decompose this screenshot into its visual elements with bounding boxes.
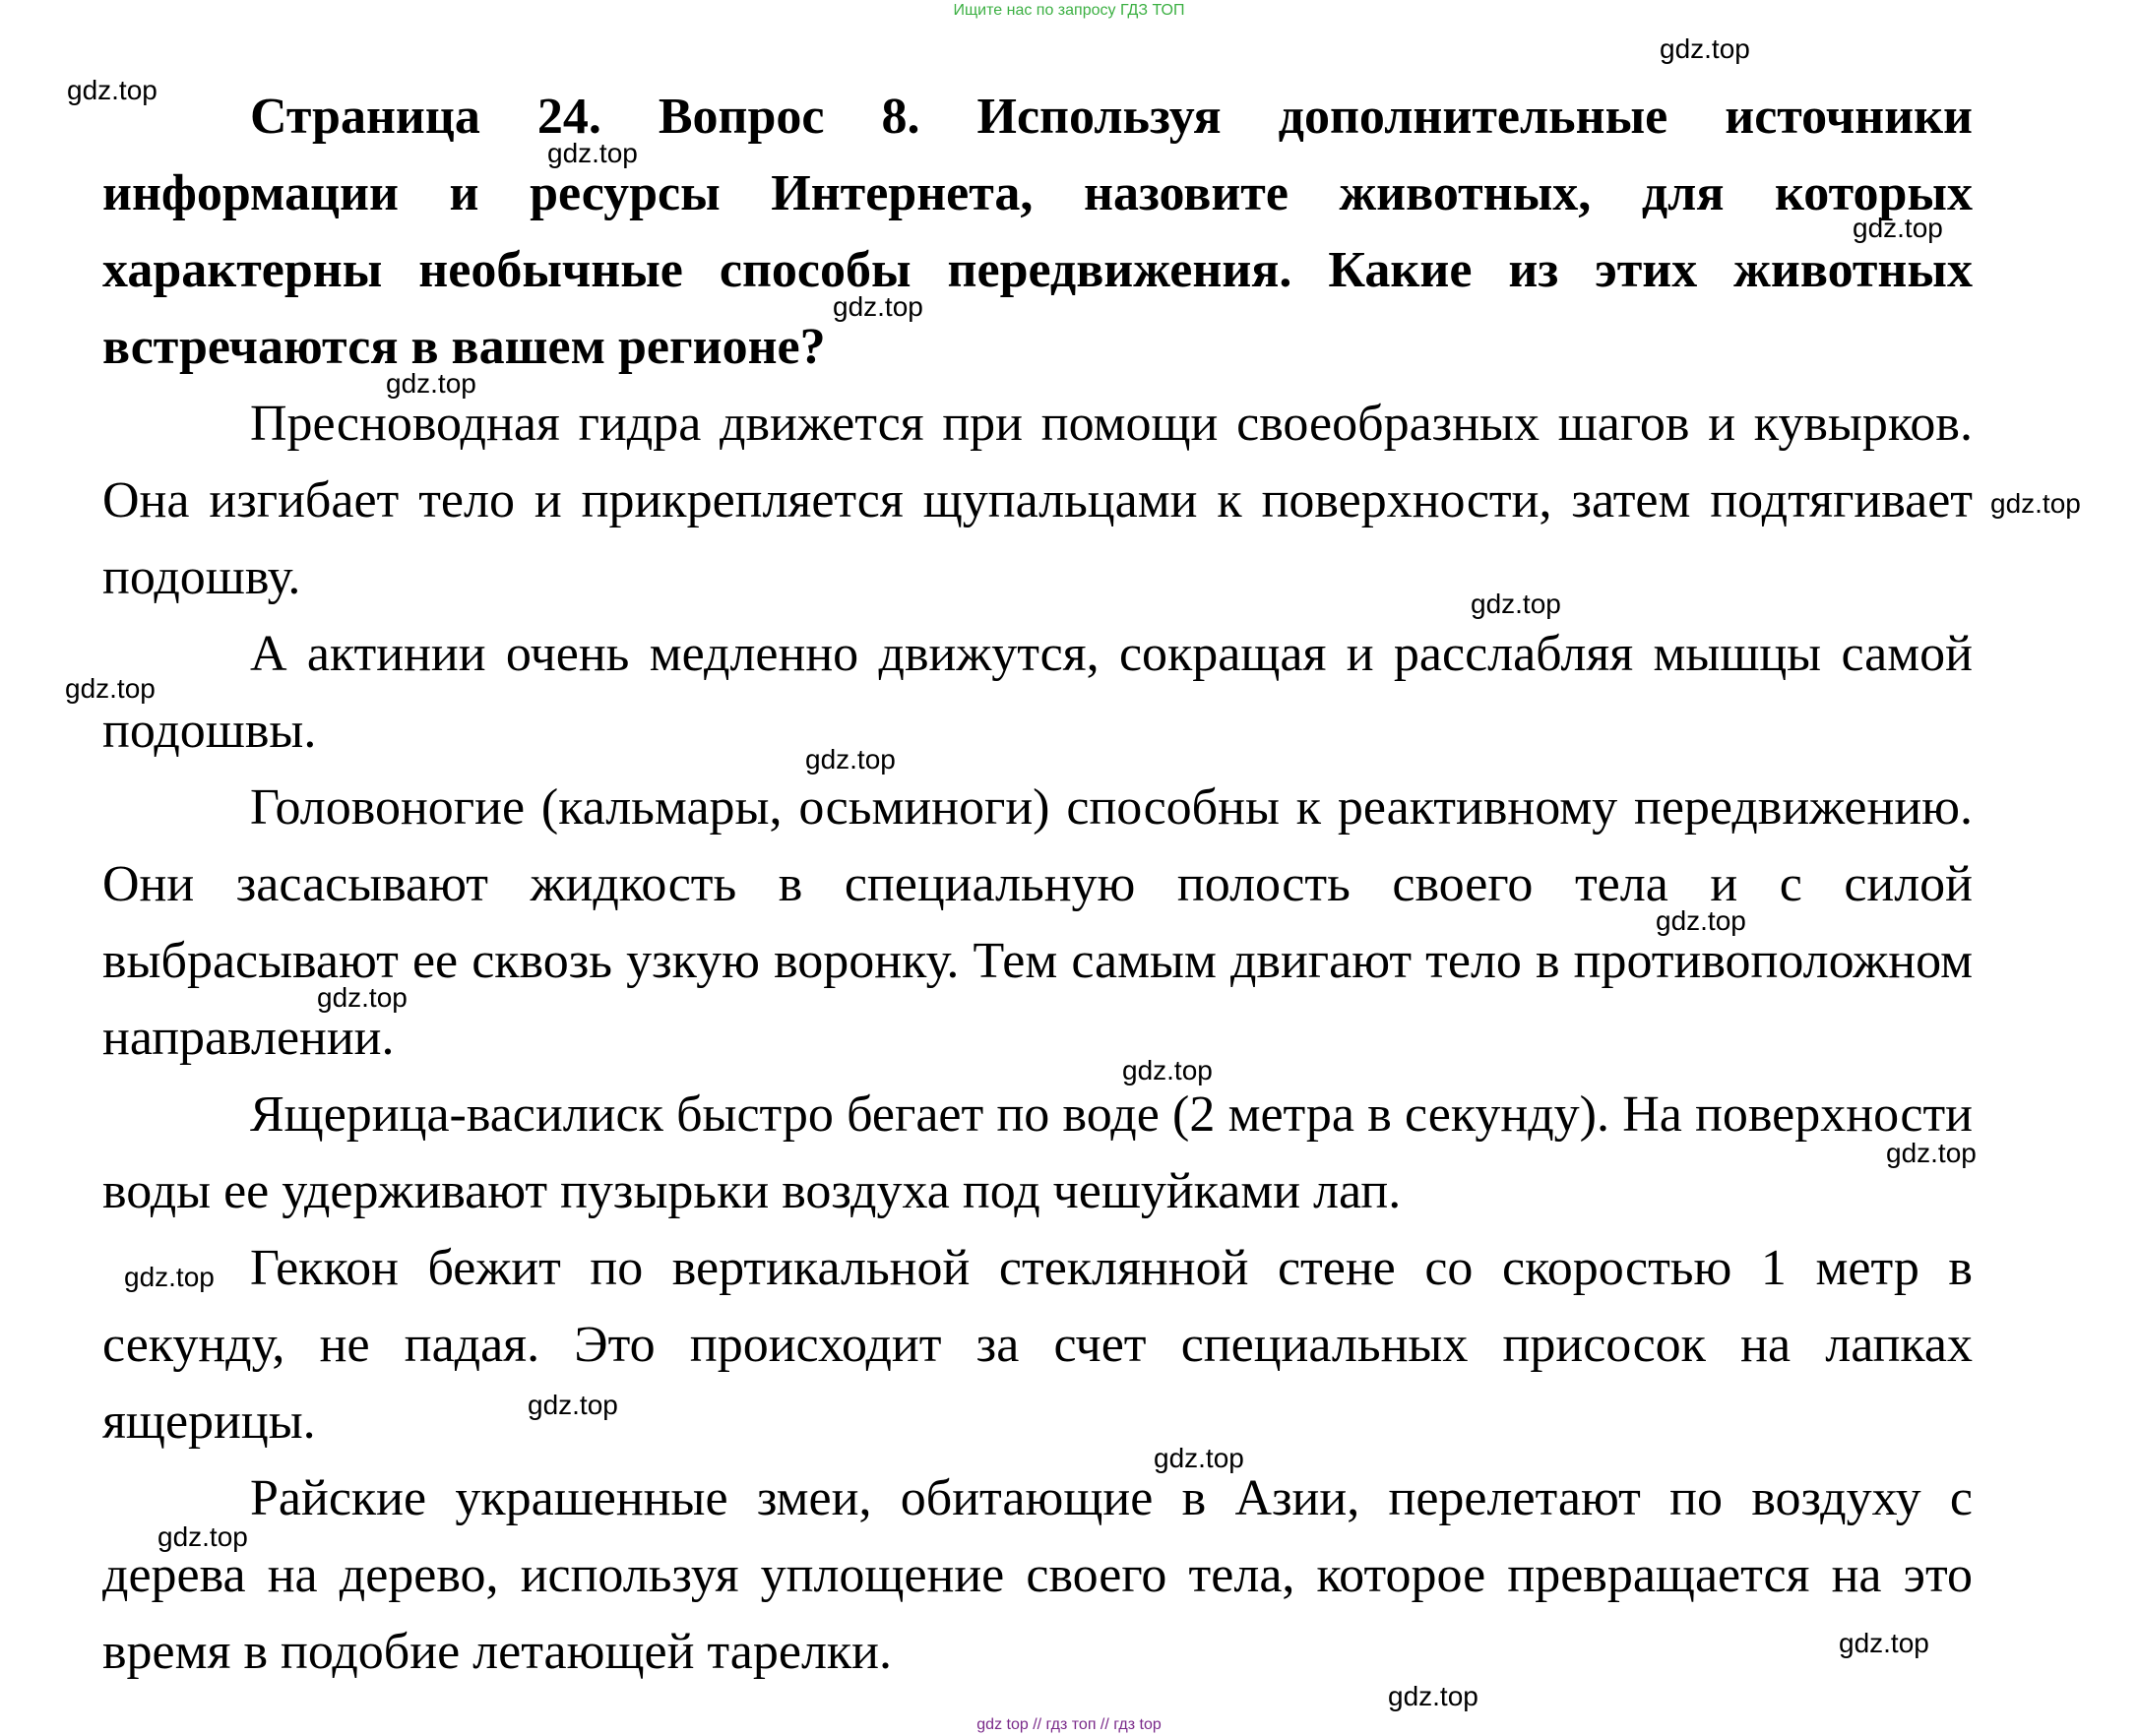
watermark: gdz.top [1656,905,1746,936]
bottom-banner: gdz top // гдз топ // гдз top [976,1716,1162,1733]
watermark: gdz.top [386,368,476,399]
watermark: gdz.top [1839,1628,1929,1658]
paragraph-gecko: Геккон бежит по вертикальной стеклянной стене со скоростью 1 метр в секунду, не падая. Это происходит за счет специальных присосок на лапках ящерицы. [102,1240,1973,1450]
watermark: gdz.top [1660,33,1750,64]
document-body [102,79,1973,1691]
paragraph-actinia: А актинии очень медленно движутся, сокращая и расслабляя мышцы самой подошвы. [102,626,1973,759]
paragraph-cephalopods: Головоногие (кальмары, осьминоги) способны к реактивному передвижению. Они засасывают жидкость в специальную полость своего тела и с силой выбрасывают ее сквозь узкую воронку. Тем самым двигают тело в противоположном направлении. [102,779,1973,1066]
top-banner: Ищите нас по запросу ГДЗ ТОП [953,2,1185,19]
watermark: gdz.top [528,1390,618,1420]
watermark: gdz.top [1388,1681,1478,1711]
watermark: gdz.top [1154,1443,1244,1473]
watermark: gdz.top [547,138,638,168]
watermark: gdz.top [1122,1055,1213,1085]
watermark: gdz.top [1886,1138,1977,1168]
watermark: gdz.top [65,673,156,704]
paragraph-hydra: Пресноводная гидра движется при помощи своеобразных шагов и кувырков. Она изгибает тело и прикрепляется щупальцами к поверхности, затем подтягивает подошву. [102,396,1973,605]
watermark: gdz.top [805,744,896,775]
paragraph-basilisk: Ящерица-василиск быстро бегает по воде (2 метра в секунду). На поверхности воды ее удерживают пузырьки воздуха под чешуйками лап. [102,1086,1973,1219]
paragraph-snakes: Райские украшенные змеи, обитающие в Азии, перелетают по воздуху с дерева на дерево, используя уплощение своего тела, которое превращается на это время в подобие летающей тарелки. [102,1470,1973,1680]
watermark: gdz.top [1471,589,1561,619]
watermark: gdz.top [124,1262,215,1292]
question-heading: Страница 24. Вопрос 8. Используя дополнительные источники информации и ресурсы Интернета, назовите животных, для которых характерны необычные способы передвижения. Какие из этих животных встречаются в вашем регионе? [102,89,1973,375]
watermark: gdz.top [157,1521,248,1552]
watermark: gdz.top [833,291,923,322]
watermark: gdz.top [317,982,408,1013]
watermark: gdz.top [1990,488,2081,519]
watermark: gdz.top [1853,213,1943,243]
watermark: gdz.top [67,75,157,105]
